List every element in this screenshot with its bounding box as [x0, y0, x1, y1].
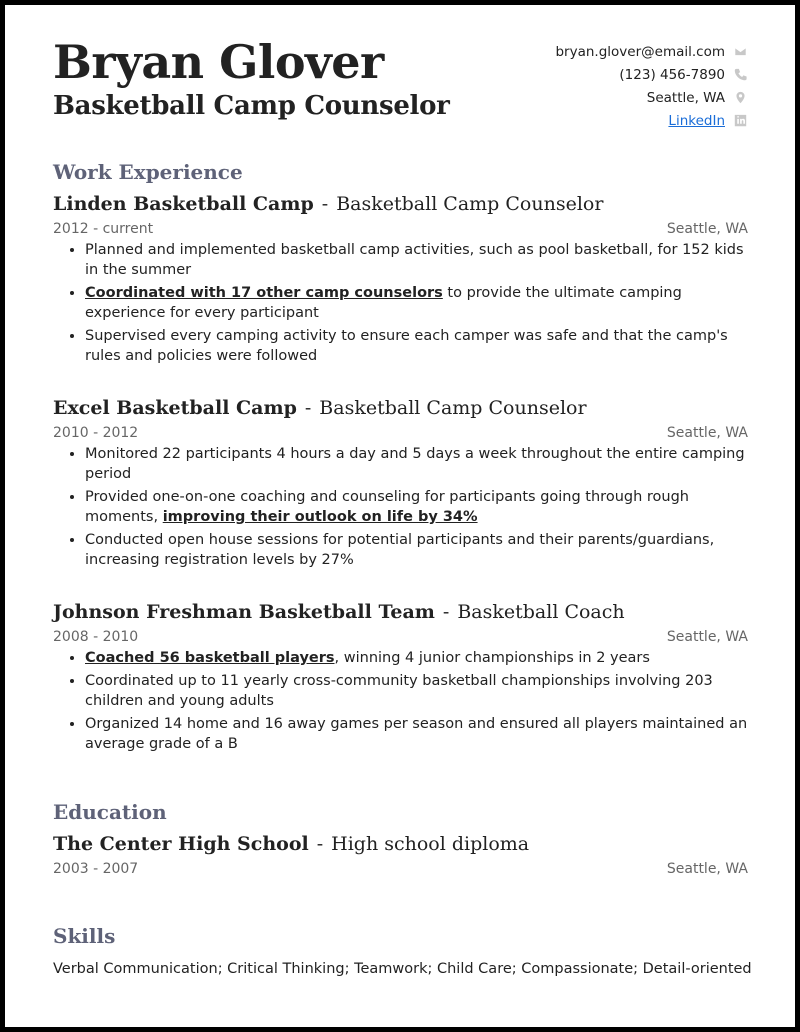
linkedin-link[interactable]: LinkedIn — [668, 112, 725, 129]
email-text: bryan.glover@email.com — [555, 43, 725, 60]
section-title-work: Work Experience — [53, 160, 243, 184]
education-location: Seattle, WA — [666, 861, 748, 877]
bullet-item: • Monitored 22 participants 4 hours a day and 5 days a week throughout the entire camping period — [85, 444, 748, 484]
job-role: Basketball Camp Counselor — [319, 397, 587, 419]
job-meta — [53, 425, 748, 441]
job-dates: 2010 - 2012 — [53, 425, 139, 441]
education-meta — [53, 861, 748, 877]
school-name: The Center High School — [53, 833, 309, 855]
job-role: Basketball Camp Counselor — [336, 193, 604, 215]
section-title-skills: Skills — [53, 924, 116, 948]
phone-icon — [733, 68, 747, 82]
bullet-item: • Coordinated with 17 other camp counselors to provide the ultimate camping experience for every participant — [85, 283, 748, 323]
highlight-text: Coached 56 basketball players — [85, 650, 335, 666]
phone-text: (123) 456-7890 — [619, 66, 725, 83]
bullet-item: • Supervised every camping activity to ensure each camper was safe and that the camp's rules and policies were followed — [85, 326, 748, 366]
contact-block — [555, 40, 747, 132]
company-name: Johnson Freshman Basketball Team — [53, 601, 435, 623]
highlight-text: improving their outlook on life by 34% — [162, 509, 478, 525]
job-location: Seattle, WA — [666, 221, 748, 237]
bullet-item: • Provided one-on-one coaching and counseling for participants going through rough moments, improving their outlook on life by 34% — [85, 487, 748, 527]
education-entry — [53, 833, 748, 877]
bullet-item: • Planned and implemented basketball camp activities, such as pool basketball, for 152 kids in the summer — [85, 240, 748, 280]
company-name: Excel Basketball Camp — [53, 397, 297, 419]
skills-list: Verbal Communication; Critical Thinking; Teamwork; Child Care; Compassionate; Detail-oriented — [53, 961, 752, 977]
bullet-item: • Coached 56 basketball players, winning 4 junior championships in 2 years — [85, 648, 748, 668]
job-entry — [53, 193, 748, 369]
job-dates: 2012 - current — [53, 221, 154, 237]
contact-phone — [555, 63, 747, 86]
bullet-item: • Coordinated up to 11 yearly cross-community basketball championships involving 203 children and young adults — [85, 671, 748, 711]
contact-location — [555, 86, 747, 109]
job-heading: Excel Basketball Camp - Basketball Camp Counselor — [53, 397, 587, 419]
contact-linkedin — [555, 109, 747, 132]
job-bullets — [53, 444, 748, 570]
job-role: Basketball Coach — [457, 601, 625, 623]
job-location: Seattle, WA — [666, 629, 748, 645]
job-bullets — [53, 648, 748, 754]
candidate-title: Basketball Camp Counselor — [53, 91, 450, 121]
education-dates: 2003 - 2007 — [53, 861, 139, 877]
job-entry — [53, 601, 748, 757]
job-meta — [53, 221, 748, 237]
education-heading: The Center High School - High school diploma — [53, 833, 530, 855]
job-heading: Linden Basketball Camp - Basketball Camp Counselor — [53, 193, 604, 215]
bullet-item: • Conducted open house sessions for potential participants and their parents/guardians, increasing registration levels by 27% — [85, 530, 748, 570]
contact-email — [555, 40, 747, 63]
envelope-icon — [733, 45, 747, 59]
bullet-item: • Organized 14 home and 16 away games per season and ensured all players maintained an average grade of a B — [85, 714, 748, 754]
location-text: Seattle, WA — [646, 89, 725, 106]
job-meta — [53, 629, 748, 645]
job-entry — [53, 397, 748, 573]
job-heading: Johnson Freshman Basketball Team - Basketball Coach — [53, 601, 625, 623]
candidate-name: Bryan Glover — [53, 35, 384, 89]
job-bullets — [53, 240, 748, 366]
company-name: Linden Basketball Camp — [53, 193, 314, 215]
job-dates: 2008 - 2010 — [53, 629, 139, 645]
highlight-text: Coordinated with 17 other camp counselors — [85, 285, 443, 301]
degree-name: High school diploma — [331, 833, 530, 855]
job-location: Seattle, WA — [666, 425, 748, 441]
map-pin-icon — [733, 91, 747, 105]
linkedin-icon — [733, 114, 747, 128]
section-title-education: Education — [53, 800, 167, 824]
